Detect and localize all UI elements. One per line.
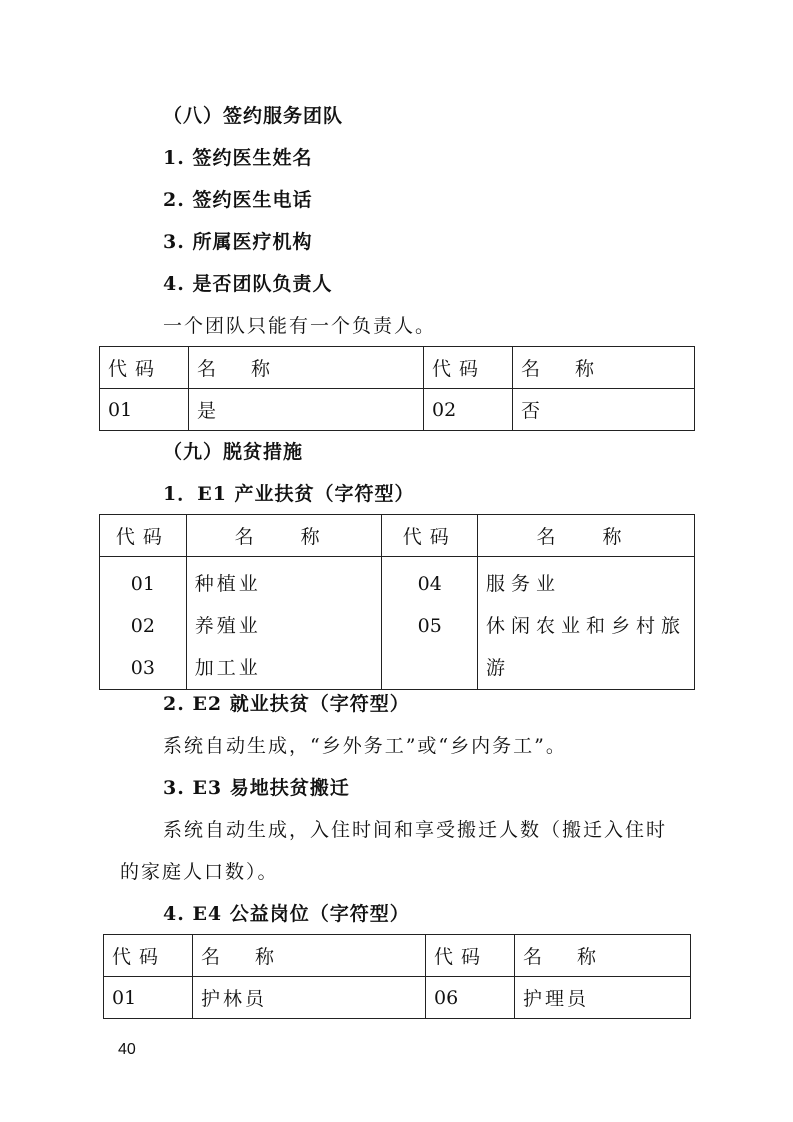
table-header-row — [104, 935, 691, 977]
header-code: 代码 — [382, 515, 478, 557]
list-item: 种植业 — [194, 573, 261, 595]
industry-poverty-table — [99, 514, 695, 690]
section-8-title: （八）签约服务团队 — [163, 105, 344, 127]
e4-title: 4. E4 公益岗位（字符型） — [163, 903, 410, 925]
list-item: 01 — [130, 573, 155, 595]
section-9-title: （九）脱贫措施 — [163, 441, 304, 463]
e1-title: 1．E1 产业扶贫（字符型） — [163, 483, 415, 505]
list-item: 休闲农业和乡村旅 — [485, 615, 686, 637]
header-name: 名 称 — [193, 935, 426, 977]
list-item: 加工业 — [194, 657, 261, 679]
list-item: 03 — [130, 657, 155, 679]
header-name: 名 称 — [513, 347, 695, 389]
header-name: 名 称 — [189, 347, 424, 389]
item-team-leader: 4. 是否团队负责人 — [163, 273, 333, 295]
table-row — [100, 389, 695, 431]
table-row — [104, 977, 691, 1019]
header-code: 代码 — [424, 347, 513, 389]
item-medical-institution: 3. 所属医疗机构 — [163, 231, 313, 253]
list-item: 养殖业 — [194, 615, 261, 637]
header-code: 代码 — [100, 515, 187, 557]
code-cell: 01 — [104, 977, 193, 1019]
list-item: 02 — [130, 615, 155, 637]
e2-text: 系统自动生成，“乡外务工”或“乡内务工”。 — [163, 735, 567, 757]
name-cell: 否 — [513, 389, 695, 431]
team-leader-note: 一个团队只能有一个负责人。 — [163, 315, 437, 337]
header-code: 代码 — [104, 935, 193, 977]
list-item: 05 — [417, 615, 442, 637]
header-code: 代码 — [426, 935, 515, 977]
public-welfare-table — [103, 934, 691, 1019]
name-cell: 护理员 — [515, 977, 691, 1019]
code-cell: 06 — [426, 977, 515, 1019]
code-cell: 01 — [100, 389, 189, 431]
header-name: 名 称 — [186, 515, 382, 557]
table-row — [100, 557, 695, 690]
item-doctor-phone: 2. 签约医生电话 — [163, 189, 313, 211]
table-header-row — [100, 515, 695, 557]
list-item: 游 — [485, 657, 511, 679]
header-name: 名 称 — [477, 515, 694, 557]
header-code: 代码 — [100, 347, 189, 389]
team-leader-table — [99, 346, 695, 431]
name-cell: 护林员 — [193, 977, 426, 1019]
e3-title: 3. E3 易地扶贫搬迁 — [163, 777, 350, 799]
name-cell: 是 — [189, 389, 424, 431]
name-cell — [477, 557, 694, 690]
page-number: 40 — [118, 1041, 136, 1058]
item-doctor-name: 1. 签约医生姓名 — [163, 147, 313, 169]
code-cell — [100, 557, 187, 690]
list-item: 服务业 — [485, 573, 561, 595]
e2-title: 2. E2 就业扶贫（字符型） — [163, 693, 410, 715]
header-name: 名 称 — [515, 935, 691, 977]
code-cell: 02 — [424, 389, 513, 431]
name-cell — [186, 557, 382, 690]
table-header-row — [100, 347, 695, 389]
e3-text-line1: 系统自动生成，入住时间和享受搬迁人数（搬迁入住时 — [163, 819, 668, 841]
e3-text-line2: 的家庭人口数）。 — [120, 861, 279, 883]
code-cell — [382, 557, 478, 690]
list-item: 04 — [417, 573, 442, 595]
